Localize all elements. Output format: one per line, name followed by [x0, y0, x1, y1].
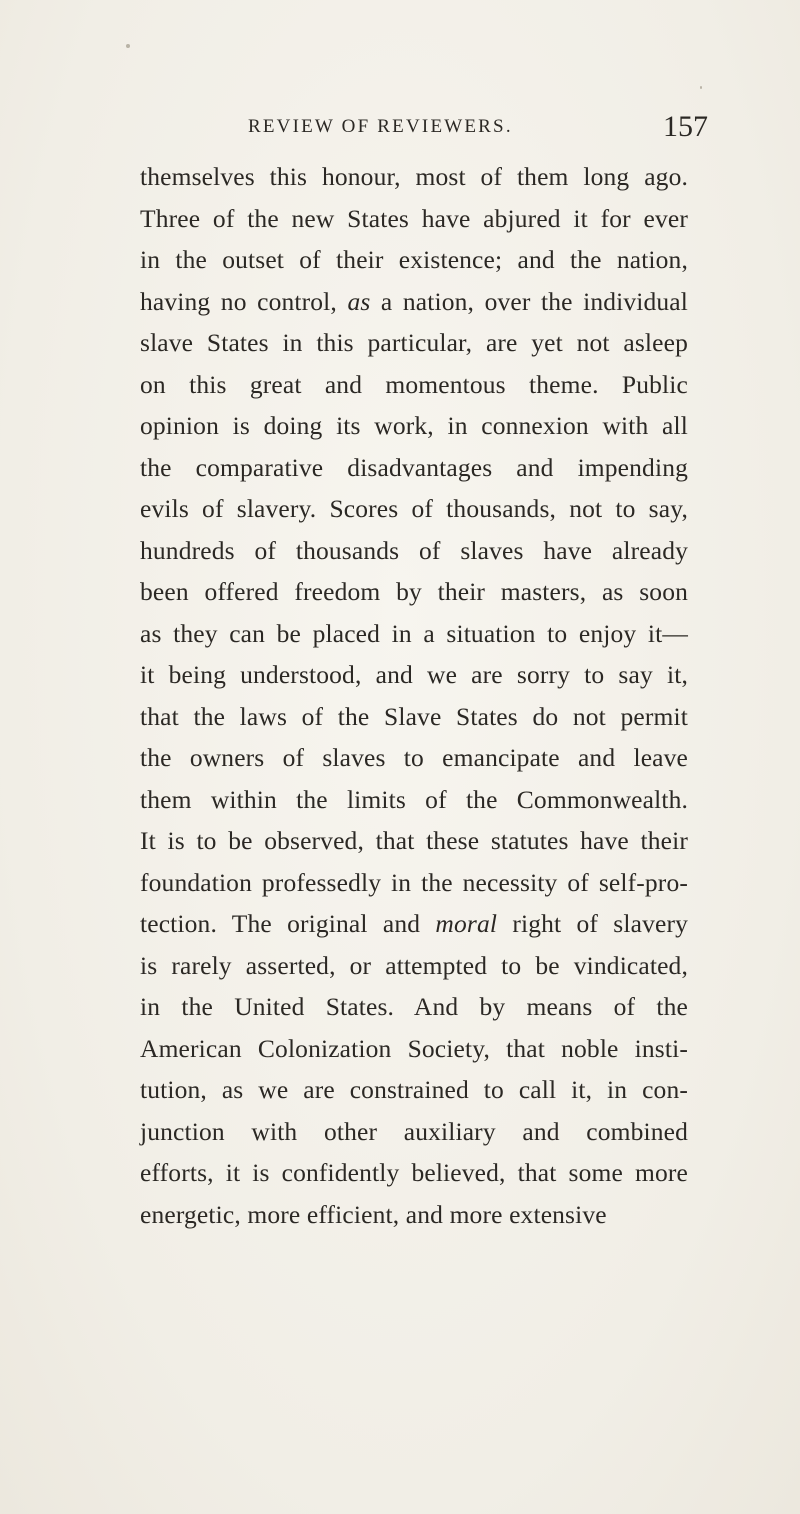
text-line: Three of the new States have abjured it for ever [140, 203, 688, 233]
text-line: junction with other auxiliary and combined [140, 1116, 688, 1146]
text-line: evils of slavery. Scores of thousands, not to say, [140, 494, 688, 523]
text-line: hundreds of thousands of slaves have already [140, 535, 688, 565]
text-line: it being understood, and we are sorry to say it, [140, 660, 688, 689]
text-line: energetic, more efficient, and more extensive [140, 1199, 607, 1229]
text-line: themselves this honour, most of them long ago. [140, 162, 688, 191]
text-line: foundation professedly in the necessity of self-pro- [140, 867, 688, 897]
text-line: in the outset of their existence; and the nation, [140, 245, 688, 274]
text-line: that the laws of the Slave States do not permit [140, 701, 688, 731]
page-header [248, 110, 708, 150]
text-line: opinion is doing its work, in connexion with all [140, 411, 688, 440]
text-line: is rarely asserted, or attempted to be vindicated, [140, 950, 688, 980]
text-segment: having no control, [140, 286, 348, 316]
text-line: American Colonization Society, that noble insti- [140, 1033, 688, 1063]
text-line: slave States in this particular, are yet not asleep [140, 328, 688, 357]
paper-speck [700, 86, 702, 89]
body-text [140, 156, 688, 1235]
text-line: them within the limits of the Commonwealth. [140, 784, 688, 814]
text-line: tution, as we are constrained to call it, in con- [140, 1075, 688, 1104]
text-segment: right of slavery [497, 909, 688, 938]
text-line: in the United States. And by means of the [140, 992, 688, 1021]
text-line: as they can be placed in a situation to enjoy it— [140, 618, 688, 648]
text-line: on this great and momentous theme. Public [140, 369, 688, 399]
text-line: the owners of slaves to emancipate and leave [140, 743, 688, 772]
text-line [140, 903, 688, 945]
text-line: It is to be observed, that these statutes have their [140, 826, 688, 855]
text-line: efforts, it is confidently believed, that some more [140, 1158, 688, 1187]
text-line [140, 281, 688, 323]
running-head: REVIEW OF REVIEWERS. [248, 116, 513, 137]
text-line: the comparative disadvantages and impending [140, 452, 688, 482]
italic-word: moral [435, 909, 498, 938]
paper-speck [126, 44, 130, 48]
text-segment: tection. The original and [140, 909, 436, 938]
text-line: been offered freedom by their masters, as soon [140, 577, 688, 606]
italic-word: as [347, 286, 371, 316]
page-number: 157 [663, 110, 708, 143]
text-segment: a nation, over the individual [370, 286, 688, 316]
